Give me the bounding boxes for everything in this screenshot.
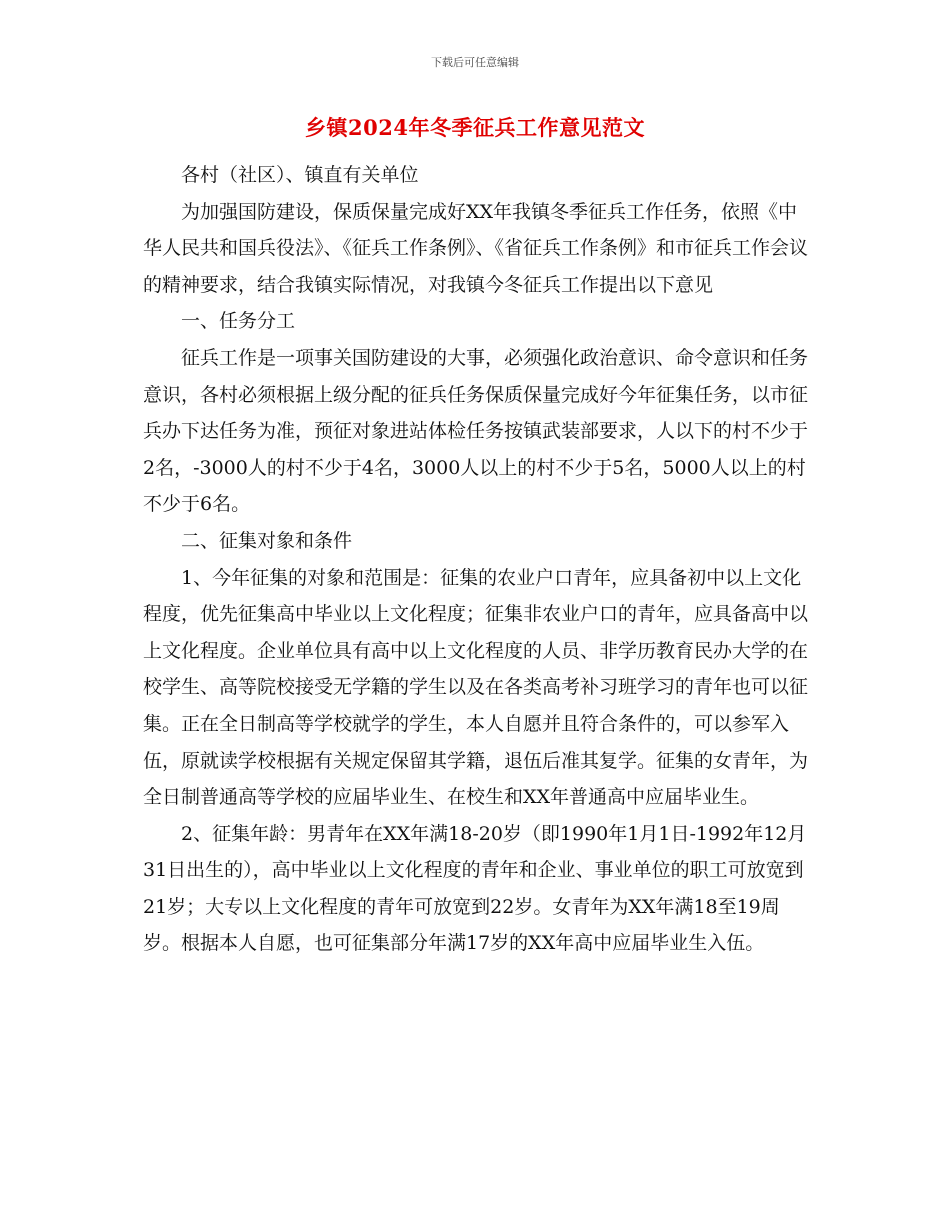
- paragraph-age: 2、征集年龄：男青年在XX年满18-20岁（即1990年1月1日-1992年12月31日出生的），高中毕业以上文化程度的青年和企业、事业单位的职工可放宽到21岁；大专以上文化程度的青年可放宽到22岁。女青年为XX年满18至19周岁。根据本人自愿，也可征集部分年满17岁的XX年高中应届毕业生入伍。: [143, 822, 807, 955]
- document-body: [143, 157, 811, 962]
- paragraph-task: 征兵工作是一项事关国防建设的大事，必须强化政治意识、命令意识和任务意识，各村必须根据上级分配的征兵任务保质保量完成好今年征集任务，以市征兵办下达任务为准，预征对象进站体检任务按镇武装部要求，人以下的村不少于2名，-3000人的村不少于4名，3000人以上的村不少于5名，5000人以上的村不少于6名。: [143, 346, 809, 516]
- section-heading-1: 一、任务分工: [181, 310, 296, 333]
- document-title: 乡镇2024年冬季征兵工作意见范文: [305, 115, 645, 140]
- paragraph-intro: 为加强国防建设，保质保量完成好XX年我镇冬季征兵工作任务，依照《中华人民共和国兵役法》、《征兵工作条例》、《省征兵工作条例》和市征兵工作会议的精神要求，结合我镇实际情况，对我镇今冬征兵工作提出以下意见: [143, 200, 809, 296]
- header-note: 下载后可任意编辑: [431, 56, 519, 69]
- section-heading-2: 二、征集对象和条件: [181, 529, 353, 552]
- salutation: 各村（社区）、镇直有关单位: [181, 164, 419, 186]
- paragraph-scope: 1、今年征集的对象和范围是：征集的农业户口青年，应具备初中以上文化程度，优先征集高中毕业以上文化程度；征集非农业户口的青年，应具备高中以上文化程度。企业单位具有高中以上文化程度的人员、非学历教育民办大学的在校学生、高等院校接受无学籍的学生以及在各类高考补习班学习的青年也可以征集。正在全日制高等学校就学的学生，本人自愿并且符合条件的，可以参军入伍，原就读学校根据有关规定保留其学籍，退伍后准其复学。征集的女青年，为全日制普通高等学校的应届毕业生、在校生和XX年普通高中应届毕业生。: [143, 566, 809, 809]
